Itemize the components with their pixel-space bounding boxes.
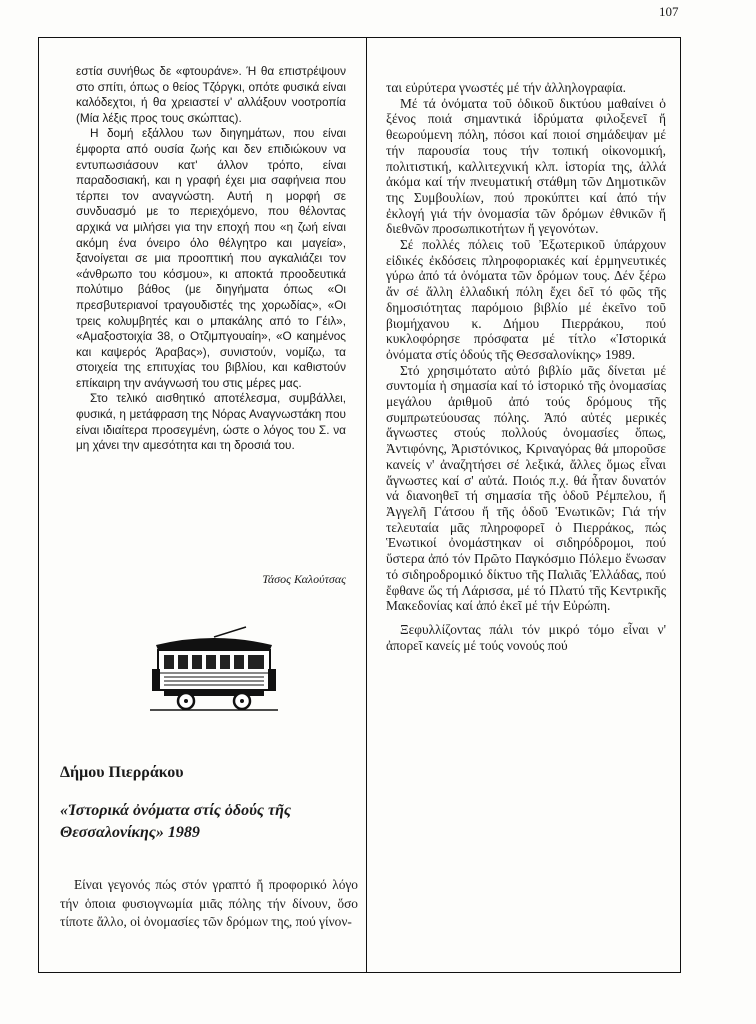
right-paragraph: Μέ τά ὀνόματα τοῦ ὀδικοῦ δικτύου μαθαίνει ὁ ξένος ποιά σημαντικά ἱδρύματα φιλοξενεῖ ἤ θεωρούμενη πόλη, πόσοι καί ποιοί σημάδεψαν μέ τήν παρουσία τους τήν τοπική οἰκονομική, πολιτιστική, καλλιτεχνική κλπ. ἱστορία της, ἀλλά ἀκόμα καί τήν πνευματική στάθμη τῶν Δημοτικῶν της Συμβουλίων, πού προκύπτει καί ἀπό τήν ἐκλογή γιά τήν ὀνομασία τῶν δρόμων ἐθνικῶν ἤ διεθνῶν προσωπικοτήτων ἤ γεγονότων. — [386, 95, 666, 237]
left-column-text — [76, 64, 346, 454]
tram-illustration — [150, 625, 278, 715]
review-book-title: «Ἱστορικά ὀνόματα στίς ὁδούς τῆς Θεσσαλονίκης» 1989 — [60, 802, 292, 841]
right-paragraph: ται εὐρύτερα γνωστές μέ τήν ἀλληλογραφία. — [386, 80, 626, 95]
review-author: Δήμου Πιερράκου — [60, 764, 184, 781]
right-paragraph: Ξεφυλλίζοντας πάλι τόν μικρό τόμο εἶναι ν' ἀπορεῖ κανείς μέ τούς νονούς πού — [386, 621, 666, 653]
right-paragraph: Στό χρησιμότατο αὐτό βιβλίο μᾶς δίνεται μέ συντομία ἡ σημασία καί τό ἱστορικό τῆς ὀνομασίας μεγάλου ἀριθμοῦ ἀπό τούς δρόμους τῆς συμπρωτεύουσας πόλης. Ἀπό αὐτές μερικές ἄγνωστες στούς πολλούς ὀνομασίες ὅπως, Ἀντιφόνης, Ἀριστόνικος, Κριναγόρας θά μποροῦσε κανείς ν' ἀναζητήσει σέ λεξικά, ἄλλες ὅμως εἶναι ἄγνωστες καί σ' αὐτά. Ποιός π.χ. θά ἦταν δυνατόν νά διανοηθεῖ τή σημασία τῆς ὁδοῦ Ρέμπελου, ἤ Ἀγγελῆ Γάτσου ἤ τῆς ὁδοῦ Ἑνωτικῶν; Γιά τήν τελευταία μᾶς πληροφορεῖ ὁ Πιερράκος, πώς Ἑνωτικοί ὀνομάστηκαν οἱ σιδηρόδρομοι, πού ὕστερα ἀπό τόν Πρῶτο Παγκόσμιο Πόλεμο ἕνωσαν τό σιδηροδρομικό δίκτυο τῆς Παλιᾶς Ἑλλάδας, πού ἔφθανε ὥς τή Λάρισσα, μέ τό Πλατύ τῆς Κεντρικῆς Μακεδονίας καί ἀπό ἐκεῖ μέ τήν Εὐρώπη. — [386, 362, 666, 614]
column-divider — [366, 37, 367, 973]
review-opening — [60, 876, 358, 932]
page-number: 107 — [659, 4, 679, 19]
left-paragraph: εστία συνήθως δε «φτουράνε». Ή θα επιστρέψουν στο σπίτι, όπως ο θείος Τζόργκι, οπότε φυσικά είναι καλόδεχτοι, ή θα χρειαστεί ν' αλλάξουν νοοτροπία (Μία λέξις προς τους σκώπτας). — [76, 64, 346, 125]
reviewer-signature: Τάσος Καλούτσας — [262, 572, 346, 586]
right-paragraph: Σέ πολλές πόλεις τοῦ Ἐξωτερικοῦ ὑπάρχουν εἰδικές ἐκδόσεις πληροφοριακές καί ἑρμηνευτικές γύρω ἀπό τά ὀνόματα τῶν δρόμων τους. Δέν ξέρω ἄν σέ ἄλλη ἑλλαδική πόλη ἔχει δεῖ τό φῶς τῆς δημοσιότητας παρόμοιο βιβλίο μέ ἐκεῖνο τοῦ βιομήχανου κ. Δήμου Πιερράκου, πού κυκλοφόρησε πρόσφατα μέ τίτλο «Ἱστορικά ὀνόματα στίς ὁδούς τῆς Θεσσαλονίκης» 1989. — [386, 237, 666, 362]
left-paragraph: Στο τελικό αισθητικό αποτέλεσμα, συμβάλλει, φυσικά, η μετάφραση της Νόρας Αναγνωστάκη που είναι ιδιαίτερα προσεγμένη, ώστε ο λόγος του Σ. να μη χάνει την αμεσότητα και τη δροσιά του. — [76, 391, 346, 453]
review-opening-paragraph: Είναι γεγονός πώς στόν γραπτό ἤ προφορικό λόγο τήν ὁποια φυσιογνωμία μιᾶς πόλης τήν δίνουν, ὅσο τίποτε ἄλλο, οἱ ὀνομασίες τῶν δρόμων της, πού γίνον- — [60, 877, 358, 929]
right-column-text — [386, 80, 666, 653]
left-paragraph: Η δομή εξάλλου των διηγημάτων, που είναι έμφορτα από ουσία ζωής και δεν επιδιώκουν να εντυπωσιάσουν κατ' άλλον τρόπο, είναι παραδοσιακή, και η γραφή έχει μια σαφήνεια που τέρπει τον αναγνώστη. Αυτή η μορφή σε συνδυασμό με το περιεχόμενο, που θέλοντας αρχικά να μιλήσει για την εποχή που «η ζωή είναι ακόμη ένα όνειρο όλο θέλγητρο και μαγεία», ξανοίγεται σε μια προοπτική που αγκαλιάζει τον «άνθρωπο του κόσμου», κι αποκτά προοδευτικά πολύτιμο βάθος (με διηγήματα όπως «Οι πρεσβυτεριανοί τραγουδιστές της χορωδίας», «Οι τρεις κολυμβητές και ο μπακάλης από το Γέιλ», «Αμαξοστοιχία 38, ο Οτζιμπγουαίη», «Ο καημένος και καψερός Άραβας»), συνιστούν, νομίζω, τα στοιχεία της επιτυχίας του βιβλίου, και καθιστούν επίκαιρη την ανάγνωσή του στις μέρες μας. — [76, 126, 346, 390]
